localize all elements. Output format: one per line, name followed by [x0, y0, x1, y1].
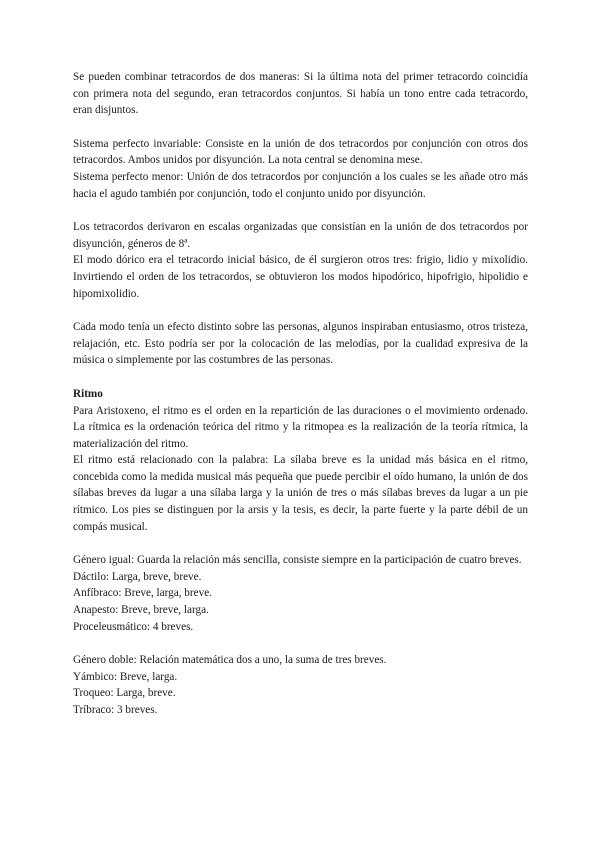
document-page: [73, 69, 528, 719]
paragraph-gap: [73, 119, 528, 136]
list-item: Troqueo: Larga, breve.: [73, 687, 176, 700]
paragraph-gap: [73, 302, 528, 319]
list-item: Dáctilo: Larga, breve, breve.: [73, 570, 202, 583]
list-item: Anapesto: Breve, breve, larga.: [73, 604, 209, 617]
paragraph-scales: Los tetracordos derivaron en escalas organizadas que consistían en la unión de dos tetracordos por disyunción, géneros de 8ª.: [73, 221, 528, 250]
list-item: Anfíbraco: Breve, larga, breve.: [73, 587, 212, 600]
list-item: Tríbraco: 3 breves.: [73, 704, 158, 716]
paragraph-genre-double: Género doble: Relación matemática dos a uno, la suma de tres breves.: [73, 654, 387, 667]
paragraph-dorian-mode: El modo dórico era el tetracordo inicial básico, de él surgieron otros tres: frigio, lidio y mixolidio. Invirtiendo el orden de los tetracordos, se obtuvieron los modos hipodórico, hipofrigio, hipolidio e hipomixolidio.: [73, 254, 528, 300]
paragraph-gap: [73, 535, 528, 552]
paragraph-rhythm-word: El ritmo está relacionado con la palabra: La sílaba breve es la unidad más básica en el ritmo, concebida como la medida musical más pequeña que puede percibir el oído humano, la unión de dos sílabas breves da lugar a una sílaba larga y la unión de tres o más sílabas breves da lugar a un pie rítmico. Los pies se distinguen por la arsis y la tesis, es decir, la parte fuerte y la parte débil de un compás musical.: [73, 454, 528, 533]
paragraph-genre-equal: Género igual: Guarda la relación más sencilla, consiste siempre en la participación de cuatro breves.: [73, 554, 522, 567]
list-item: Yámbico: Breve, larga.: [73, 670, 178, 683]
paragraph-gap: [73, 369, 528, 386]
paragraph-aristoxeno: Para Aristoxeno, el ritmo es el orden en la repartición de las duraciones o el movimiento ordenado. La rítmica es la ordenación teórica del ritmo y la ritmopea es la realización de la teoría rítmica, la materialización del ritmo.: [73, 404, 528, 450]
section-heading-rhythm: Ritmo: [73, 387, 103, 400]
paragraph-mode-effects: Cada modo tenía un efecto distinto sobre las personas, algunos inspiraban entusiasmo, otros tristeza, relajación, etc. Esto podría ser por la colocación de las melodías, por la cualidad expresiva de la música o simplemente por las costumbres de las personas.: [73, 321, 528, 367]
paragraph-perfect-minor-system: Sistema perfecto menor: Unión de dos tetracordos por conjunción a los cuales se les añade otro más hacia el agudo también por conjunción, todo el conjunto unido por disyunción.: [73, 170, 528, 200]
paragraph-gap: [73, 635, 528, 652]
list-item: Proceleusmático: 4 breves.: [73, 620, 194, 633]
paragraph-tetracord-combination: Se pueden combinar tetracordos de dos maneras: Si la última nota del primer tetracordo coincidía con primera nota del segundo, eran tetracordos conjuntos. Si había un tono entre cada tetracordo, eran disjuntos.: [73, 71, 528, 117]
paragraph-perfect-invariable-system: Sistema perfecto invariable: Consiste en la unión de dos tetracordos por conjunción con otros dos tetracordos. Ambos unidos por disyunción. La nota central se denomina mese.: [73, 137, 528, 167]
paragraph-gap: [73, 202, 528, 219]
